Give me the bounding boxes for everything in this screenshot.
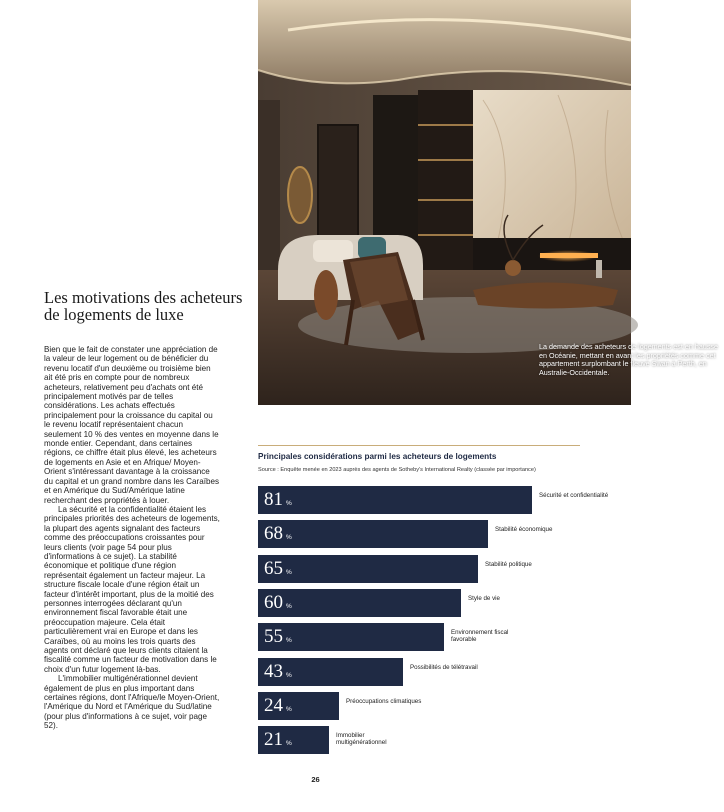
bar-category-label: Stabilité économique	[495, 526, 553, 533]
bar-value-label: 65 %	[264, 558, 292, 579]
section-heading: Les motivations des acheteurs de logements de luxe	[44, 288, 243, 324]
body-text	[44, 345, 220, 731]
bar-category-label: Sécurité et confidentialité	[539, 492, 609, 499]
bar-chart	[258, 486, 608, 766]
paragraph-3: L'immobilier multigénérationnel devient également de plus en plus important dans certaines régions, dont l'Afrique/le Moyen-Orient, l'Amérique du Nord et l'Amérique du Sud/latine (pour plus d'informations à ce sujet, voir page 52).	[44, 674, 220, 731]
page-number: 26	[311, 775, 320, 784]
bar-value-label: 55 %	[264, 626, 292, 647]
bar-1	[258, 486, 532, 514]
bar-3	[258, 555, 478, 583]
chart-divider	[258, 445, 580, 446]
bar-5	[258, 623, 444, 651]
photo-caption: La demande des acheteurs de logements est en hausse en Océanie, mettant en avant les propriétés comme cet appartement surplombant le fleuve Swan à Perth, en Australie-Occidentale.	[539, 342, 719, 377]
bar-category-label: Stabilité politique	[485, 561, 532, 568]
bar-value-label: 43 %	[264, 661, 292, 682]
bar-category-label: Style de vie	[468, 595, 500, 602]
bar-7	[258, 692, 339, 720]
bar-value-label: 21 %	[264, 729, 292, 750]
bar-value-label: 60 %	[264, 592, 292, 613]
bar-4	[258, 589, 461, 617]
bar-2	[258, 520, 488, 548]
paragraph-2: La sécurité et la confidentialité étaient les principales priorités des acheteurs de logements, la plupart des agents signalant des facteurs comme des préoccupations croissantes pour leurs clients (voir page 54 pour plus d'informations à ce sujet). La stabilité économique et politique d'une région représentait également un facteur majeur. La structure fiscale locale d'une région était un facteur d'intérêt important, plus de la moitié des personnes interrogées déclarant qu'un environnement fiscal favorable était une préoccupation majeure. Cela était particulièrement vrai en Europe et dans les Caraïbes, où au moins les trois quarts des agents ont déclaré que leurs clients citaient la fiscalité comme un facteur de motivation dans le choix d'un futur logement là-bas.	[44, 504, 220, 674]
bar-category-label: Préoccupations climatiques	[346, 698, 422, 705]
bar-category-label: Immobilier multigénérationnel	[336, 732, 387, 747]
bar-6	[258, 658, 403, 686]
bar-value-label: 68 %	[264, 523, 292, 544]
bar-category-label: Possibilités de télétravail	[410, 664, 478, 671]
bar-category-label: Environnement fiscal favorable	[451, 629, 509, 644]
bar-value-label: 24 %	[264, 695, 292, 716]
bar-8	[258, 726, 329, 754]
living-room-photo	[258, 0, 719, 405]
paragraph-1: Bien que le fait de constater une appréciation de la valeur de leur logement ou de bénéficier du revenu locatif d'un deuxième ou troisième bien ait été pris en compte pour de nombreux acheteurs, relativement peu d'achats ont été principalement motivés par de telles considérations. Les achats effectués principalement pour la croissance du capital ou le revenu locatif représentaient chacun seulement 10 % des ventes en moyenne dans le monde entier. Cependant, dans certaines régions, ce chiffre était plus élevé, les acheteurs de logements en Asie et en Afrique/ Moyen-Orient s'intéressant davantage à la croissance du capital et un grand nombre dans les Caraïbes et en Amérique du Sud/Amérique latine recherchant des propriétés à louer.	[44, 345, 220, 505]
chart-source: Source : Enquête menée en 2023 auprès des agents de Sotheby's International Realty (classée par importance)	[258, 467, 536, 473]
chart-title: Principales considérations parmi les acheteurs de logements	[258, 452, 497, 461]
bar-value-label: 81 %	[264, 489, 292, 510]
